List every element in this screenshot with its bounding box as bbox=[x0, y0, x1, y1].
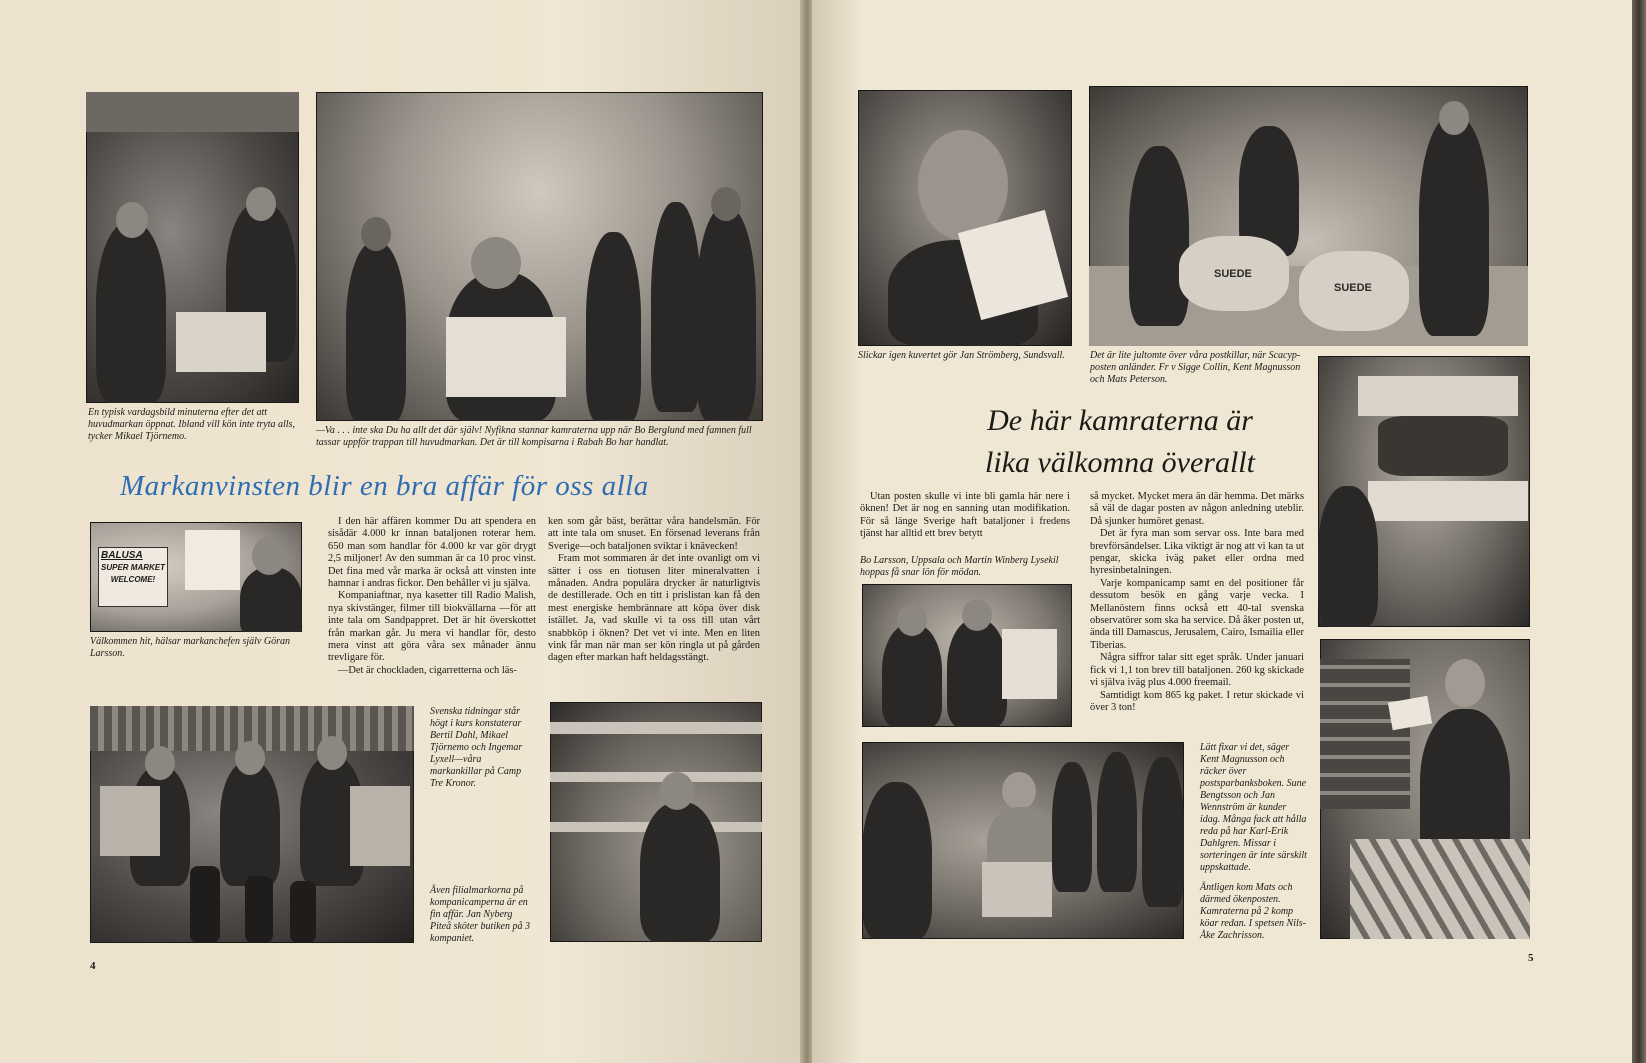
photo-licking-envelope bbox=[858, 90, 1072, 346]
caption-photo5: Även filialmarkorna på kompanicamperna är en fin affär. Jan Nyberg Piteå sköter butiken på 3 kompaniet. bbox=[430, 885, 530, 944]
photo-queue-at-post bbox=[862, 742, 1184, 939]
photo-filial-shop bbox=[550, 702, 762, 942]
book-edge bbox=[1632, 0, 1646, 1063]
sign-line-1: BALUSA bbox=[101, 550, 143, 561]
caption-right-photo5: Äntligen kom Mats och därmed ökenposten. Kamraterna på 2 komp köar redan. I spetsen Nils-Åke Zachrisson. bbox=[1200, 882, 1307, 941]
left-headline: Markanvinsten blir en bra affär för oss alla bbox=[120, 470, 649, 502]
paragraph: Varje kompanicamp samt en del positioner får dessutom besök en gång varje vecka. I Mellanöstern finns också ett 40-tal svenska observatörer som ska ha service. Då åker posten ut, ända till Damascus, Jerusalem, Cairo, Ismailia eller Tiberias. bbox=[1090, 577, 1304, 651]
paragraph: Det är fyra man som servar oss. Inte bara med brevförsändelser. Lika viktigt är nog att vi kan ta ut pengar, skicka iväg paket eller ordna med hyresinbetalningen. bbox=[1090, 528, 1304, 577]
paragraph: Samtidigt kom 865 kg paket. I retur skickade vi över 3 ton! bbox=[1090, 689, 1304, 713]
right-headline-line2: lika välkomna överallt bbox=[985, 446, 1255, 479]
photo-soldiers-carrying-goods bbox=[316, 92, 763, 421]
photo-store-counter bbox=[86, 92, 299, 403]
photo-mail-sorting bbox=[1320, 639, 1530, 939]
caption-right-photo2: Det är lite jultomte över våra postkillar, när Scacyp-posten anländer. Fr v Sigge Collin, Kent Magnusson och Mats Peterson. bbox=[1090, 350, 1301, 385]
page-number-left: 4 bbox=[90, 960, 96, 972]
photo-newspaper-stand bbox=[90, 706, 414, 943]
paragraph: —Det är chockladen, cigarretterna och läs- bbox=[338, 664, 517, 676]
paragraph: så mycket. Mycket mera än där hemma. Det märks så väl de dagar posten av någon anledning uteblir. Då sjunker humöret genast. bbox=[1090, 491, 1304, 527]
right-column-1 bbox=[860, 491, 1070, 541]
paragraph: Kompaniaftnar, nya kasetter till Radio Malish, nya skivstänger, filmer till biokvällarna —för att inte tala om Sandpappret. Det är hit överskottet från markan går. Ju mera vi handlar för, desto mera vinst att göra våra sex månader ännu trevligare för. bbox=[328, 590, 536, 664]
sack-label-1: SUEDE bbox=[1214, 268, 1252, 280]
sign-line-2: SUPER MARKET bbox=[101, 563, 166, 572]
left-column-2 bbox=[548, 516, 760, 665]
sign-line-3: WELCOME! bbox=[110, 575, 156, 584]
caption-right-photo4: Lätt fixar vi det, säger Kent Magnusson och räcker över postsparbanksboken. Sune Bengtsson och Jan Wennström är kunder idag. Många fack att hålla reda på har Karl-Erik Dahlgren. Missar i sorteringen är inte särskilt uppskattade. bbox=[1200, 742, 1307, 873]
caption-photo2: —Va . . . inte ska Du ha allt det där själv! Nyfikna stannar kamraterna upp när Bo Berglund med famnen full tassar uppför trappan till huvudmarkan. Det är till kompisarna i Rabah Bo har handlat. bbox=[316, 425, 752, 448]
photo-post-office-counter bbox=[1318, 356, 1530, 627]
store-sign bbox=[98, 547, 168, 607]
paragraph: Fram mot sommaren är det inte ovanligt om vi sätter i oss en tiotusen liter mineralvatten i månaden. Andra populära drycker är naturligtvis de destillerade. Och en titt i prislistan kan få den mest energiske hembrännare att köpa över disk istället. Ja, vad skulle vi ta oss till utan vårt snabbköp i öknen? Det vet vi inte. Men en liten vink får man när man ser kön ringla ut på gården dagen efter markan haft heldagsstängt. bbox=[548, 553, 760, 664]
right-column-2 bbox=[1090, 491, 1304, 714]
caption-photo3: Välkommen hit, hälsar markanchefen själv Göran Larsson. bbox=[90, 636, 290, 659]
photo-mail-sacks bbox=[1089, 86, 1528, 346]
paragraph: Utan posten skulle vi inte bli gamla här nere i öknen! Det är nog en sanning utan modifikation. För så länge Sverige haft bataljoner i fredens tjänst har alltid ett brev betytt bbox=[860, 491, 1070, 540]
page-number-right: 5 bbox=[1528, 952, 1534, 964]
right-headline-line1: De här kamraterna är bbox=[987, 404, 1253, 437]
caption-photo1: En typisk vardagsbild minuterna efter det att huvudmarkan öppnat. Ibland vill kön inte tryta alls, tycker Mikael Tjörnemo. bbox=[88, 407, 295, 442]
photo-store-manager bbox=[90, 522, 302, 632]
caption-photo4: Svenska tidningar står högt i kurs konstaterar Bertil Dahl, Mikael Tjörnemo och Ingemar Lyxell—våra markankillar på Camp Tre Kronor. bbox=[430, 706, 523, 789]
right-headline bbox=[930, 400, 1310, 484]
sack-label-2: SUEDE bbox=[1334, 282, 1372, 294]
caption-right-photo1: Slickar igen kuvertet gör Jan Strömberg, Sundsvall. bbox=[858, 350, 1065, 361]
photo-mailbox-soldiers bbox=[862, 584, 1072, 727]
paragraph: Några siffror talar sitt eget språk. Under januari fick vi 1,1 ton brev till bataljonen. 260 kg skickade vi själva iväg plus 4.000 freemail. bbox=[1090, 652, 1304, 689]
left-column-1 bbox=[328, 516, 536, 677]
caption-right-photo3: Bo Larsson, Uppsala och Martin Winberg Lysekil hoppas få snar lön för mödan. bbox=[860, 555, 1059, 578]
paragraph: ken som går bäst, berättar våra handelsmän. För att inte tala om snuset. En försenad leverans från Sverige—och bataljonen sviktar i knävecken! bbox=[548, 516, 760, 552]
paragraph: I den här affären kommer Du att spendera en sisådär 4.000 kr innan bataljonen roterar hem. 650 man som handlar för 4.000 kr var gör drygt 2,5 miljoner! Av den summan är ca 10 proc vinst. Det fina med vår marka är också att vinsten inte hamnar i andras fickor. Den behåller vi ju själva. bbox=[328, 516, 536, 590]
